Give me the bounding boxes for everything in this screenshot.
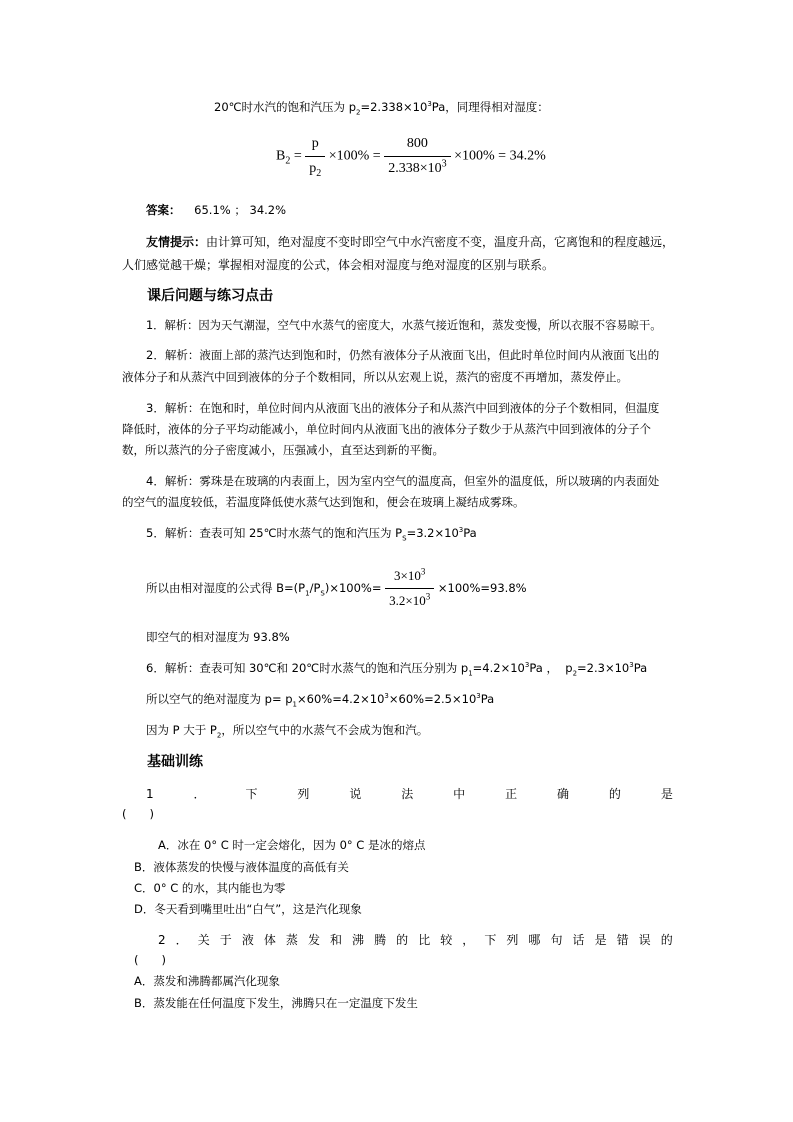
item-6-line-2: 所以空气的绝对湿度为 $p= p_1\times 60\%=4.2\times 10^3\times 60\%=2.5\times 10^3Pa$ [146, 692, 495, 709]
item-3-line-2: 降低时，液体的分子平均动能减小，单位时间内从液面飞出的液体分子数少于从蒸汽中回到液体的分子个 [122, 422, 651, 436]
item-5-line-1: 5．解析：查表可知 25℃时水蒸气的饱和汽压为 $P_S=3.2\times 10^3Pa$ [146, 526, 477, 543]
item-1: 1．解析：因为天气潮湿，空气中水蒸气的密度大，水蒸气接近饱和，蒸发变慢，所以衣服不容易晾干。 [146, 319, 662, 332]
item-4-line-2: 的空气的温度较低，若温度降低使水蒸气达到饱和，便会在玻璃上凝结成雾珠。 [122, 495, 525, 509]
formula-fraction-800: $\frac{800}{2.338\times 10^3}$ [384, 134, 450, 179]
tip-line-2: 人们感觉越干燥；掌握相对湿度的公式，体会相对湿度与绝对湿度的区别与联系。 [122, 258, 555, 272]
item-3-line-1: 3．解析：在饱和时，单位时间内从液面飞出的液体分子和从蒸汽中回到液体的分子个数相同，但温度 [146, 401, 660, 415]
item-4-line-1: 4．解析：雾珠是在玻璃的内表面上，因为室内空气的温度高，但室外的温度低，所以玻璃的内表面处 [146, 474, 660, 488]
item-3-line-3: 数，所以蒸汽的分子密度减小，压强减小，直至达到新的平衡。 [122, 443, 444, 457]
formula-fraction-p-over-p2: $\frac{p}{p_2}$ [305, 134, 325, 179]
question-2-stem: 2 ． 关 于 液 体 蒸 发 和 沸 腾 的 比 较 ， 下 列 哪 句 话 是 错 误 的 [158, 933, 673, 947]
question-1-option-c: C．0° C 的水，其内能也为零 [134, 881, 286, 895]
item-5-fraction: $\frac{3\times 10^3}{3.2\times 10^3}$ [385, 566, 434, 611]
question-2-paren: ( ) [134, 953, 166, 967]
question-1-stem: 1 ． 下 列 说 法 中 正 确 的 是 [146, 787, 673, 801]
answer-line [146, 202, 286, 218]
item-5-line-2: 所以由相对湿度的公式得 $B=(P_1/P_S)\times 100\%=$ $\frac{3\times 10^3}{3.2\times 10^3}$ ×100%=93.8% [146, 566, 527, 611]
answer-label: 答案： [146, 203, 181, 217]
tip-label: 友情提示： [146, 235, 207, 249]
answer-value: 65.1% ； 34.2% [194, 203, 287, 217]
question-1-option-b: B．液体蒸发的快慢与液体温度的高低有关 [134, 860, 349, 874]
question-1-option-d: D．冬天看到嘴里吐出“白气”，这是汽化现象 [134, 902, 362, 916]
item-5-line-3: 即空气的相对湿度为 93.8% [146, 630, 290, 644]
section-title-after-class: 课后问题与练习点击 [147, 288, 273, 304]
question-1-paren: ( ) [122, 807, 154, 821]
tip-line-1: 友情提示：由计算可知，绝对湿度不变时即空气中水汽密度不变，温度升高，它离饱和的程度越远， [146, 235, 675, 249]
item-6-line-1: 6．解析：查表可知 30℃和 20℃时水蒸气的饱和汽压分别为 $p_1=4.2\times 10^3Pa$ ， $p_2=2.3\times 10^3Pa$ [146, 661, 648, 678]
item-2-line-1: 2．解析：液面上部的蒸汽达到饱和时，仍然有液体分子从液面飞出，但此时单位时间内从液面飞出的 [146, 348, 660, 362]
question-2-option-a: A．蒸发和沸腾都属汽化现象 [134, 974, 280, 988]
item-2-line-2: 液体分子和从蒸汽中回到液体的分子个数相同，所以从宏观上说，蒸汽的密度不再增加，蒸发停止。 [122, 370, 628, 384]
item-6-line-3: 因为 P 大于 $P_2$，所以空气中的水蒸气不会成为饱和汽。 [146, 723, 429, 740]
intro-line: 20℃时水汽的饱和汽压为 $p_2=2.338\times 10^3Pa$，同理得相对湿度： [214, 100, 549, 117]
question-1-option-a: A．冰在 0° C 时一定会熔化，因为 0° C 是冰的熔点 [158, 838, 426, 852]
question-2-option-b: B．蒸发能在任何温度下发生，沸腾只在一定温度下发生 [134, 996, 418, 1010]
formula-relative-humidity: $B_2$ = $\frac{p}{p_2}$ ×100% = $\frac{800}{2.338\times 10^3}$ ×100% = 34.2% [276, 136, 546, 179]
section-title-basic-training: 基础训练 [147, 754, 203, 770]
